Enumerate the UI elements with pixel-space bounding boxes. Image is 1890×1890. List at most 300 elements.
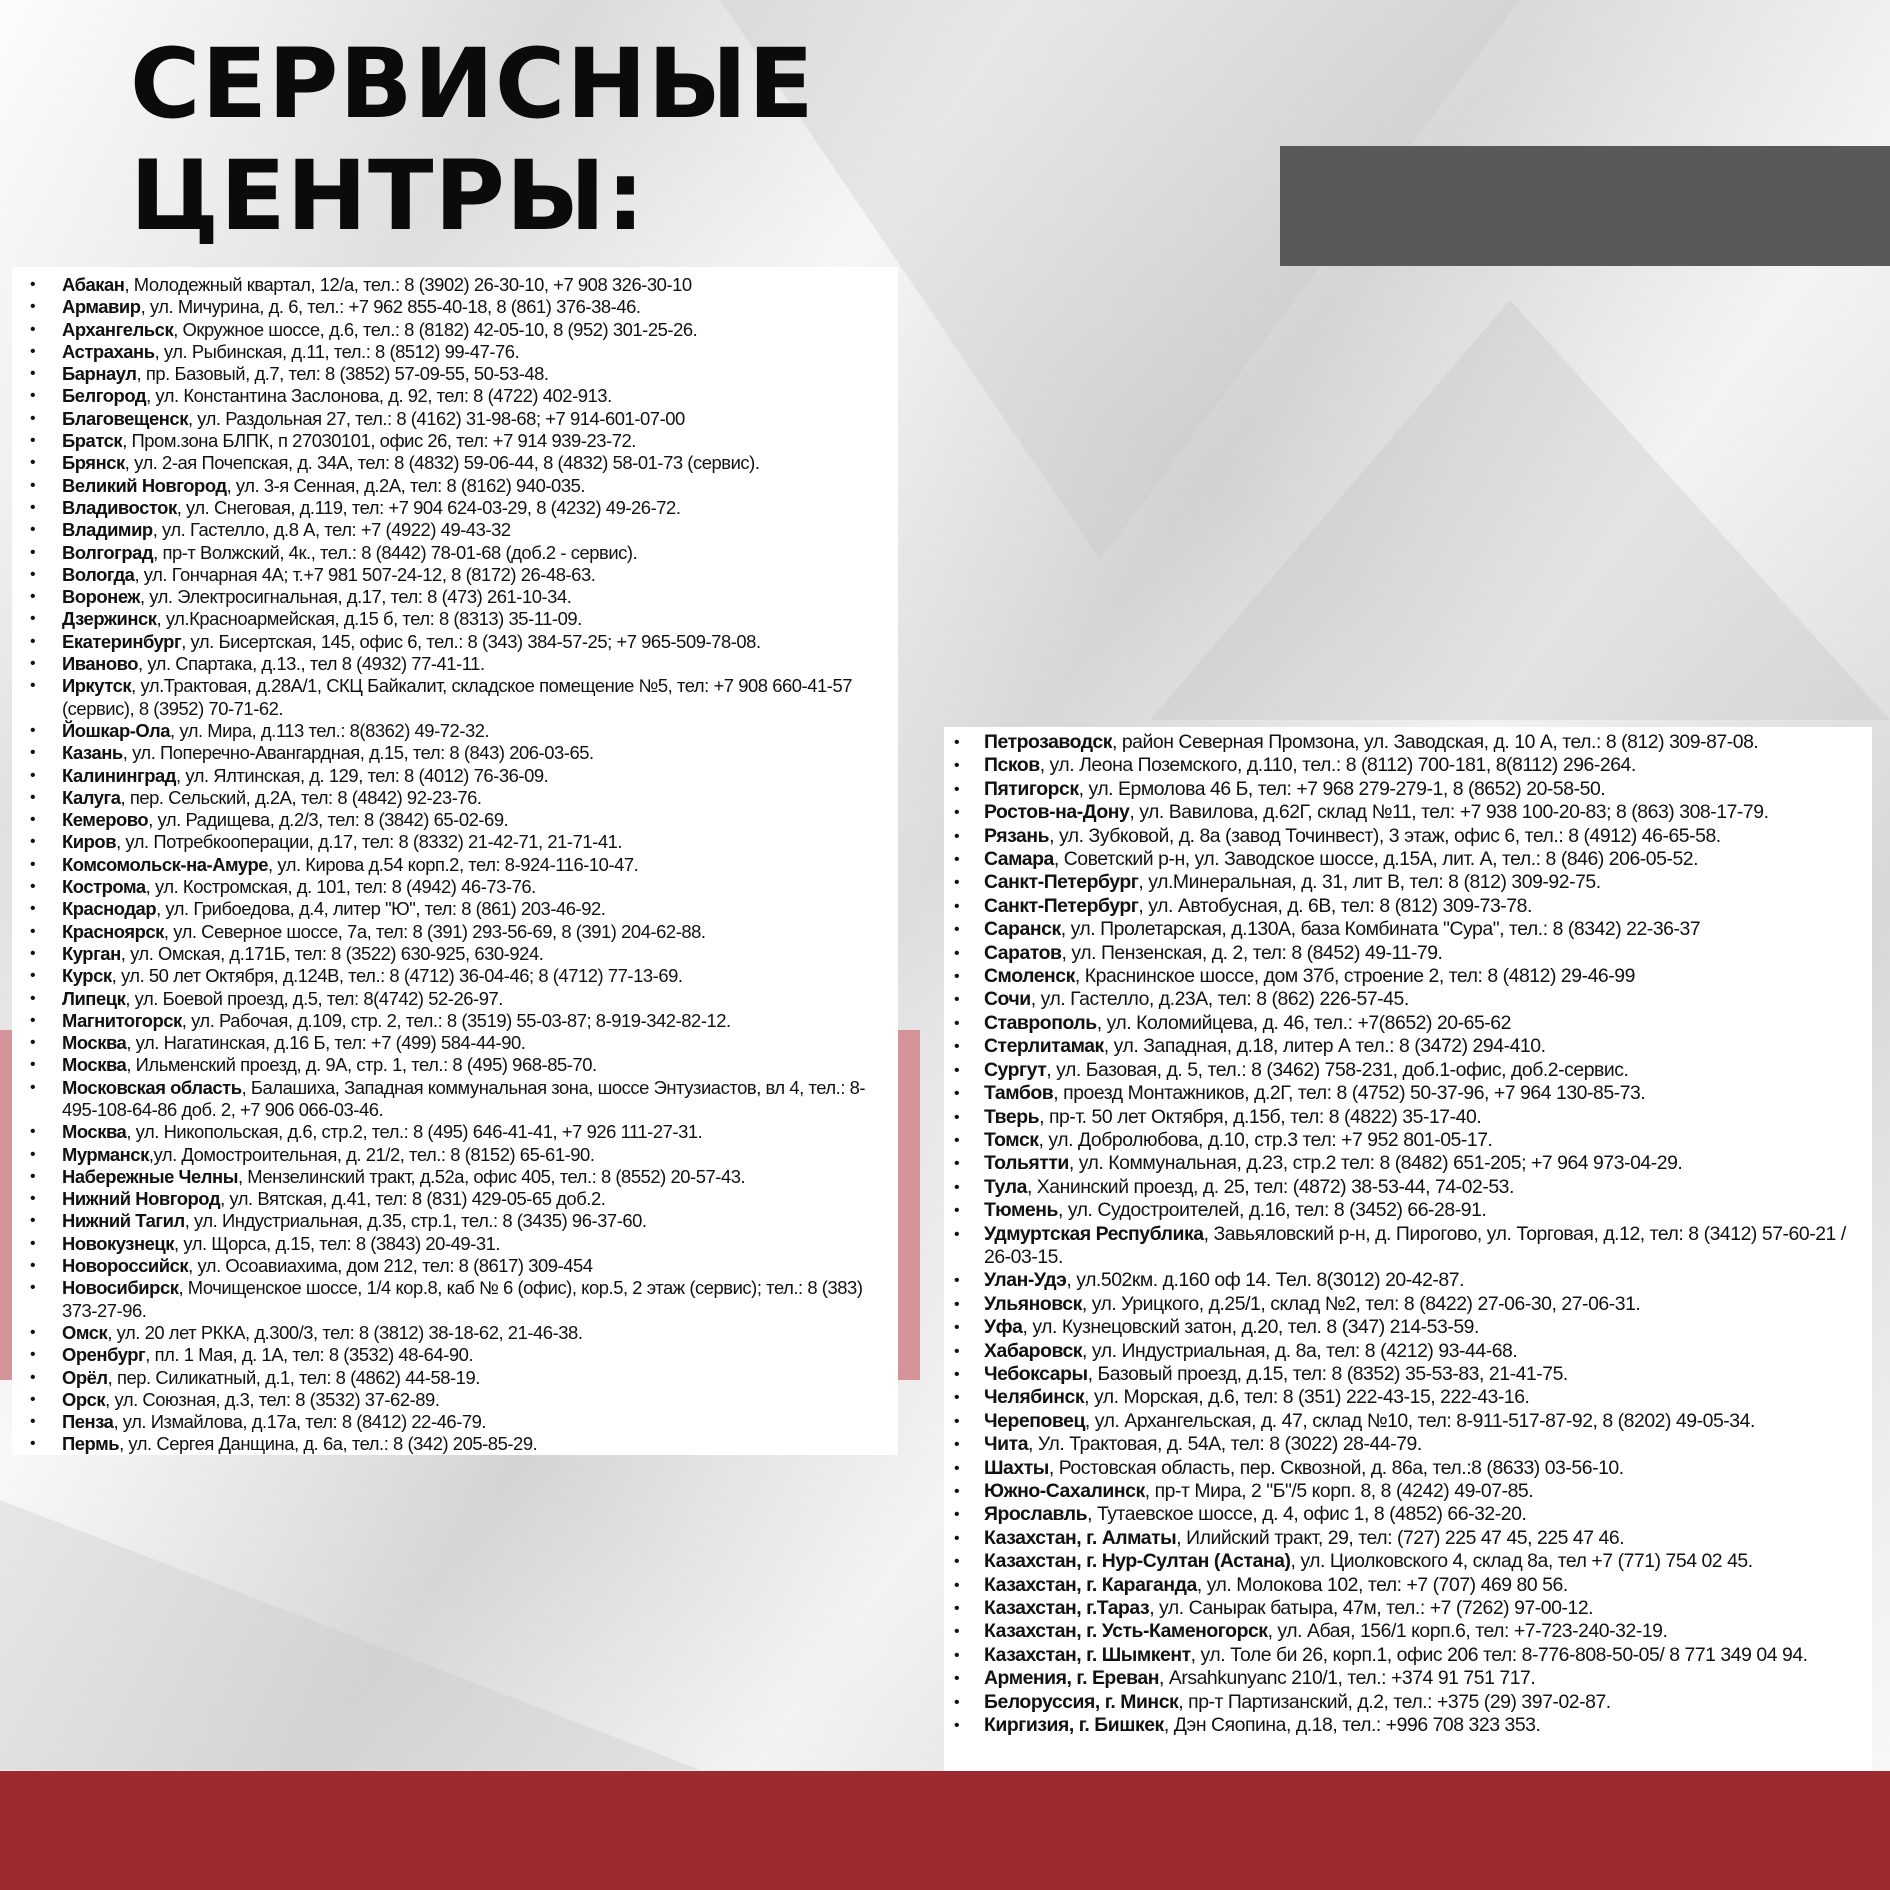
city-name: Казахстан, г.Тараз — [984, 1597, 1150, 1620]
list-item — [26, 1077, 892, 1122]
city-name: Сочи — [984, 988, 1031, 1011]
city-name: Липецк — [62, 987, 126, 1009]
city-name: Оренбург — [62, 1344, 146, 1366]
list-item — [26, 1411, 892, 1433]
address-details: , ул. Индустриальная, д.35, стр.1, тел.: 8 (3435) 96-37-60. — [184, 1210, 647, 1232]
list-item — [26, 1233, 892, 1255]
list-item — [948, 848, 1866, 871]
list-item — [26, 720, 892, 742]
address-details: , ул. Санырак батыра, 47м, тел.: +7 (7262) 97-00-12. — [1149, 1597, 1594, 1620]
list-item — [948, 1059, 1866, 1082]
address-details: , пр-т Партизанский, д.2, тел.: +375 (29) 397-02-87. — [1178, 1690, 1611, 1713]
city-name: Тольятти — [984, 1152, 1069, 1175]
address-details: , ул. Нагатинская, д.16 Б, тел: +7 (499) 584-44-90. — [126, 1032, 526, 1054]
bullet-icon: • — [30, 432, 36, 450]
bullet-icon: • — [30, 1413, 36, 1431]
city-name: Ярославль — [984, 1503, 1088, 1526]
list-item — [26, 519, 892, 541]
city-name: Белоруссия, г. Минск — [984, 1690, 1179, 1713]
bullet-icon: • — [954, 851, 960, 869]
city-name: Мурманск — [62, 1143, 149, 1165]
address-details: , ул. Северное шоссе, 7а, тел: 8 (391) 293-56-69, 8 (391) 204-62-88. — [163, 920, 706, 942]
address-details: , ул. Осоавиахима, дом 212, тел: 8 (8617) 309-454 — [188, 1255, 593, 1277]
bullet-icon: • — [30, 365, 36, 383]
bullet-icon: • — [30, 967, 36, 985]
bullet-icon: • — [954, 1295, 960, 1313]
address-details: , ул. Измайлова, д.17а, тел: 8 (8412) 22-46-79. — [113, 1411, 487, 1433]
bullet-icon: • — [30, 610, 36, 628]
bullet-icon: • — [954, 1412, 960, 1430]
list-item — [26, 1277, 892, 1322]
address-details: , Завьяловский р-н, д. Пирогово, ул. Торговая, д.12, тел: 8 (3412) 57-60-21 / 26-03-15. — [984, 1222, 1846, 1268]
address-details: , ул. Поперечно-Авангардная, д.15, тел: 8 (843) 206-03-65. — [122, 742, 594, 764]
address-details: , ул. Боевой проезд, д.5, тел: 8(4742) 52-26-97. — [125, 987, 503, 1009]
bullet-icon: • — [30, 387, 36, 405]
list-item — [26, 831, 892, 853]
city-name: Саратов — [984, 941, 1062, 964]
bullet-icon: • — [954, 1061, 960, 1079]
list-item — [948, 1620, 1866, 1643]
city-name: Иваново — [62, 653, 138, 675]
list-item — [26, 1188, 892, 1210]
bullet-icon: • — [954, 1646, 960, 1664]
address-details: , ул. Морская, д.6, тел: 8 (351) 222-43-15, 222-43-16. — [1084, 1386, 1530, 1409]
city-name: Санкт-Петербург — [984, 871, 1139, 894]
address-details: , ул. Гастелло, д.8 А, тел: +7 (4922) 49-43-32 — [152, 519, 511, 541]
city-name: Тюмень — [984, 1199, 1058, 1222]
list-item — [26, 586, 892, 608]
city-name: Владивосток — [62, 496, 177, 518]
list-item — [26, 943, 892, 965]
bullet-icon: • — [30, 1390, 36, 1408]
address-details: , ул. Щорса, д.15, тел: 8 (3843) 20-49-31. — [174, 1232, 501, 1254]
bullet-icon: • — [30, 588, 36, 606]
list-item — [948, 1129, 1866, 1152]
bullet-icon: • — [30, 833, 36, 851]
list-item — [26, 1210, 892, 1232]
address-details: , ул. Добролюбова, д.10, стр.3 тел: +7 952 801-05-17. — [1038, 1128, 1493, 1151]
bullet-icon: • — [954, 804, 960, 822]
city-name: Великий Новгород — [62, 474, 227, 496]
list-item — [948, 1480, 1866, 1503]
city-name: Краснодар — [62, 898, 157, 920]
list-item — [26, 1010, 892, 1032]
city-name: Воронеж — [62, 586, 140, 608]
list-item — [26, 542, 892, 564]
city-name: Тамбов — [984, 1082, 1054, 1105]
city-name: Казахстан, г. Караганда — [984, 1573, 1197, 1596]
city-name: Казахстан, г. Шымкент — [984, 1643, 1191, 1666]
city-name: Волгоград — [62, 541, 154, 563]
city-name: Казахстан, г. Нур-Султан (Астана) — [984, 1550, 1291, 1573]
address-details: , ул. Автобусная, д. 6В, тел: 8 (812) 309-73-78. — [1138, 894, 1532, 917]
list-item — [26, 1032, 892, 1054]
city-name: Псков — [984, 754, 1040, 777]
address-details: , ул. Константина Заслонова, д. 92, тел: 8 (4722) 402-913. — [146, 385, 612, 407]
bullet-icon: • — [30, 454, 36, 472]
list-item — [26, 1121, 892, 1143]
list-item — [948, 988, 1866, 1011]
list-item — [26, 341, 892, 363]
list-item — [948, 1316, 1866, 1339]
address-details: , пр-т Волжский, 4к., тел.: 8 (8442) 78-01-68 (доб.2 - сервис). — [153, 541, 638, 563]
address-details: , ул. Рыбинская, д.11, тел.: 8 (8512) 99-47-76. — [154, 340, 520, 362]
list-item — [948, 825, 1866, 848]
address-details: , ул. Мира, д.113 тел.: 8(8362) 49-72-32. — [170, 719, 490, 741]
city-name: Томск — [984, 1128, 1039, 1151]
address-details: , ул. Спартака, д.13., тел 8 (4932) 77-41-11. — [138, 653, 485, 675]
list-item — [948, 1714, 1866, 1737]
city-name: Хабаровск — [984, 1339, 1083, 1362]
bullet-icon: • — [954, 827, 960, 845]
address-details: , ул. Молокова 102, тел: +7 (707) 469 80 56. — [1196, 1573, 1568, 1596]
city-name: Йошкар-Ола — [62, 719, 171, 741]
city-name: Благовещенск — [62, 407, 188, 429]
bullet-icon: • — [954, 921, 960, 939]
city-name: Владимир — [62, 519, 153, 541]
address-details: , ул. Вятская, д.41, тел: 8 (831) 429-05-65 доб.2. — [220, 1188, 606, 1210]
bullet-icon: • — [954, 1038, 960, 1056]
list-item — [26, 921, 892, 943]
bullet-icon: • — [30, 944, 36, 962]
address-details: , пр-т. 50 лет Октября, д.15б, тел: 8 (4822) 35-17-40. — [1039, 1105, 1482, 1128]
address-details: , пр. Базовый, д.7, тел: 8 (3852) 57-09-55, 50-53-48. — [136, 363, 549, 385]
list-item — [948, 1386, 1866, 1409]
address-details: , ул. 3-я Сенная, д.2А, тел: 8 (8162) 940-035. — [226, 474, 586, 496]
background-facet — [1150, 300, 1890, 720]
list-item — [26, 675, 892, 720]
list-item — [948, 1176, 1866, 1199]
address-details: , ул. Сергея Данщина, д. 6а, тел.: 8 (342) 205-85-29. — [119, 1433, 538, 1455]
bullet-icon: • — [30, 766, 36, 784]
bullet-icon: • — [30, 1279, 36, 1297]
list-item — [948, 1457, 1866, 1480]
city-name: Казань — [62, 742, 123, 764]
city-name: Иркутск — [62, 675, 132, 697]
list-item — [26, 1054, 892, 1076]
city-name: Кемерово — [62, 809, 149, 831]
city-name: Калининград — [62, 764, 177, 786]
bullet-icon: • — [30, 855, 36, 873]
address-details: , ул. Архангельская, д. 47, склад №10, тел: 8-911-517-87-92, 8 (8202) 49-05-34. — [1084, 1409, 1755, 1432]
city-name: Челябинск — [984, 1386, 1085, 1409]
list-item — [26, 1433, 892, 1455]
bullet-icon: • — [30, 298, 36, 316]
bullet-icon: • — [954, 1178, 960, 1196]
address-details: , ул. Индустриальная, д. 8а, тел: 8 (4212) 93-44-68. — [1082, 1339, 1518, 1362]
bullet-icon: • — [30, 1145, 36, 1163]
city-name: Курск — [62, 965, 112, 987]
bullet-icon: • — [30, 1034, 36, 1052]
address-details: , ул. 2-ая Почепская, д. 34А, тел: 8 (4832) 59-06-44, 8 (4832) 58-01-73 (сервис). — [124, 452, 760, 474]
city-name: Орёл — [62, 1366, 108, 1388]
list-item — [26, 787, 892, 809]
city-name: Белгород — [62, 385, 147, 407]
bullet-icon: • — [30, 1368, 36, 1386]
address-details: , ул. Рабочая, д.109, стр. 2, тел.: 8 (3519) 55-03-87; 8-919-342-82-12. — [181, 1009, 731, 1031]
address-details: , проезд Монтажников, д.2Г, тел: 8 (4752) 50-37-96, +7 964 130-85-73. — [1053, 1082, 1646, 1105]
city-name: Армавир — [62, 296, 141, 318]
address-details: , ул. Западная, д.18, литер А тел.: 8 (3472) 294-410. — [1103, 1035, 1546, 1058]
bullet-icon: • — [954, 944, 960, 962]
bullet-icon: • — [30, 788, 36, 806]
bullet-icon: • — [30, 409, 36, 427]
bullet-icon: • — [954, 1436, 960, 1454]
address-details: , ул. 20 лет РККА, д.300/3, тел: 8 (3812) 38-18-62, 21-46-38. — [107, 1321, 583, 1343]
list-item — [948, 1363, 1866, 1386]
address-list — [948, 731, 1866, 1737]
list-item — [948, 942, 1866, 965]
city-name: Вологда — [62, 563, 135, 585]
address-details: , ул. Толе би 26, корп.1, офис 206 тел: 8-776-808-50-05/ 8 771 349 04 94. — [1190, 1643, 1808, 1666]
city-name: Новороссийск — [62, 1255, 189, 1277]
address-details: , ул. Гончарная 4А; т.+7 981 507-24-12, 8 (8172) 26-48-63. — [134, 563, 596, 585]
address-details: , Ул. Трактовая, д. 54А, тел: 8 (3022) 28-44-79. — [1028, 1433, 1422, 1456]
bullet-icon: • — [30, 632, 36, 650]
list-item — [948, 1152, 1866, 1175]
bullet-icon: • — [954, 1272, 960, 1290]
list-item — [26, 876, 892, 898]
bullet-icon: • — [30, 1078, 36, 1096]
bullet-icon: • — [954, 1085, 960, 1103]
list-item — [26, 564, 892, 586]
list-item — [948, 1644, 1866, 1667]
address-details: , Молодежный квартал, 12/а, тел.: 8 (3902) 26-30-10, +7 908 326-30-10 — [124, 274, 692, 295]
city-name: Улан-Удэ — [984, 1269, 1067, 1292]
list-item — [948, 1035, 1866, 1058]
bullet-icon: • — [954, 1600, 960, 1618]
city-name: Казахстан, г. Усть-Каменогорск — [984, 1620, 1268, 1643]
address-details: , ул. Ялтинская, д. 129, тел: 8 (4012) 76-36-09. — [176, 764, 549, 786]
list-item — [948, 1597, 1866, 1620]
bullet-icon: • — [30, 342, 36, 360]
address-details: , ул. Раздольная 27, тел.: 8 (4162) 31-98-68; +7 914-601-07-00 — [187, 407, 685, 429]
list-item — [26, 385, 892, 407]
city-name: Киргизия, г. Бишкек — [984, 1714, 1164, 1737]
city-name: Сургут — [984, 1058, 1047, 1081]
bullet-icon: • — [30, 1123, 36, 1141]
city-name: Ростов-на-Дону — [984, 801, 1130, 824]
bullet-icon: • — [30, 320, 36, 338]
city-name: Омск — [62, 1321, 108, 1343]
address-details: , Базовый проезд, д.15, тел: 8 (8352) 35-53-83, 21-41-75. — [1087, 1362, 1568, 1385]
bullet-icon: • — [954, 874, 960, 892]
city-name: Уфа — [984, 1316, 1023, 1339]
list-item — [26, 475, 892, 497]
address-details: , Окружное шоссе, д.6, тел.: 8 (8182) 42-05-10, 8 (952) 301-25-26. — [173, 318, 698, 340]
list-item — [948, 918, 1866, 941]
address-details: , Ильменский проезд, д. 9А, стр. 1, тел.: 8 (495) 968-85-70. — [126, 1054, 597, 1076]
bullet-icon: • — [30, 565, 36, 583]
city-name: Москва — [62, 1032, 127, 1054]
list-item — [26, 408, 892, 430]
address-details: , Arsahkunyanc 210/1, тел.: +374 91 751 717. — [1158, 1667, 1536, 1690]
list-item — [26, 1344, 892, 1366]
address-details: , ул. 50 лет Октября, д.124В, тел.: 8 (4712) 36-04-46; 8 (4712) 77-13-69. — [111, 965, 683, 987]
address-details: , Ростовская область, пер. Сквозной, д. 86а, тел.:8 (8633) 03-56-10. — [1048, 1456, 1624, 1479]
address-details: , ул. Электросигнальная, д.17, тел: 8 (473) 261-10-34. — [139, 586, 572, 608]
page-title-line-1: СЕРВИСНЫЕ — [130, 28, 815, 140]
list-item — [26, 1367, 892, 1389]
address-details: , ул. Костромская, д. 101, тел: 8 (4942) 46-73-76. — [145, 876, 536, 898]
address-details: , ул. Урицкого, д.25/1, склад №2, тел: 8 (8422) 27-06-30, 27-06-31. — [1081, 1292, 1641, 1315]
address-details: , Мензелинский тракт, д.52а, офис 405, тел.: 8 (8552) 20-57-43. — [237, 1165, 746, 1187]
city-name: Шахты — [984, 1456, 1049, 1479]
bullet-icon: • — [30, 543, 36, 561]
bullet-icon: • — [30, 498, 36, 516]
bullet-icon: • — [954, 1389, 960, 1407]
bullet-icon: • — [30, 655, 36, 673]
background-facet — [0, 1500, 700, 1770]
list-item — [26, 765, 892, 787]
city-name: Пермь — [62, 1433, 120, 1455]
list-item — [26, 430, 892, 452]
list-item — [948, 871, 1866, 894]
bullet-icon: • — [954, 1623, 960, 1641]
address-details: , Дэн Сяопина, д.18, тел.: +996 708 323 353. — [1163, 1714, 1541, 1737]
city-name: Саранск — [984, 918, 1061, 941]
city-name: Архангельск — [62, 318, 174, 340]
city-name: Удмуртская Республика — [984, 1222, 1204, 1245]
bullet-icon: • — [30, 1056, 36, 1074]
city-name: Петрозаводск — [984, 731, 1112, 753]
city-name: Комсомольск-на-Амуре — [62, 853, 269, 875]
list-item — [948, 801, 1866, 824]
service-centers-list-right — [944, 727, 1872, 1771]
address-details: , ул. Мичурина, д. 6, тел.: +7 962 855-40-18, 8 (861) 376-38-46. — [140, 296, 641, 318]
bullet-icon: • — [30, 922, 36, 940]
list-item — [26, 497, 892, 519]
list-item — [948, 1550, 1866, 1573]
city-name: Новосибирск — [62, 1277, 179, 1299]
bullet-icon: • — [954, 1459, 960, 1477]
address-details: , район Северная Промзона, ул. Заводская, д. 10 А, тел.: 8 (812) 309-87-08. — [1111, 731, 1759, 753]
address-details: , пер. Сельский, д.2А, тел: 8 (4842) 92-23-76. — [120, 786, 482, 808]
list-item — [948, 754, 1866, 777]
bullet-icon: • — [30, 276, 36, 293]
city-name: Москва — [62, 1054, 127, 1076]
address-details: , Пром.зона БЛПК, п 27030101, офис 26, тел: +7 914 939-23-72. — [122, 430, 636, 452]
list-item — [26, 1166, 892, 1188]
address-details: , ул. Никопольская, д.6, стр.2, тел.: 8 (495) 646-41-41, +7 926 111-27-31. — [126, 1121, 703, 1143]
city-name: Екатеринбург — [62, 630, 182, 652]
bullet-icon: • — [30, 1167, 36, 1185]
list-item — [948, 1667, 1866, 1690]
list-item — [948, 1691, 1866, 1714]
service-centers-list-left — [12, 267, 898, 1455]
address-details: , пл. 1 Мая, д. 1А, тел: 8 (3532) 48-64-90. — [145, 1344, 474, 1366]
address-details: , ул. Союзная, д.3, тел: 8 (3532) 37-62-89. — [105, 1388, 440, 1410]
city-name: Барнаул — [62, 363, 137, 385]
list-item — [948, 1433, 1866, 1456]
bullet-icon: • — [954, 991, 960, 1009]
address-details: , пр-т Мира, 2 "Б"/5 корп. 8, 8 (4242) 49-07-85. — [1144, 1480, 1534, 1502]
list-item — [948, 1527, 1866, 1550]
address-details: , Ханинский проезд, д. 25, тел: (4872) 38-53-44, 74-02-53. — [1026, 1175, 1514, 1198]
list-item — [948, 1503, 1866, 1526]
city-name: Братск — [62, 430, 123, 452]
city-name: Абакан — [62, 274, 125, 295]
bullet-icon: • — [30, 1212, 36, 1230]
list-item — [948, 1199, 1866, 1222]
list-item — [948, 1574, 1866, 1597]
list-item — [948, 1106, 1866, 1129]
city-name: Череповец — [984, 1409, 1085, 1432]
bullet-icon: • — [30, 989, 36, 1007]
bullet-icon: • — [30, 1011, 36, 1029]
list-item — [948, 1410, 1866, 1433]
city-name: Пенза — [62, 1411, 114, 1433]
footer-bar — [0, 1771, 1890, 1890]
list-item — [26, 898, 892, 920]
city-name: Чита — [984, 1433, 1029, 1456]
list-item — [26, 319, 892, 341]
address-details: , ул. Грибоедова, д.4, литер "Ю", тел: 8 (861) 203-46-92. — [156, 898, 606, 920]
address-details: , ул. Коломийцева, д. 46, тел.: +7(8652) 20-65-62 — [1096, 1011, 1511, 1034]
page-title — [130, 28, 815, 252]
address-details: , ул. Коммунальная, д.23, стр.2 тел: 8 (8482) 651-205; +7 964 973-04-29. — [1068, 1152, 1683, 1175]
bullet-icon: • — [30, 1346, 36, 1364]
list-item — [26, 1322, 892, 1344]
list-item — [26, 809, 892, 831]
address-details: , ул. Снеговая, д.119, тел: +7 904 624-03-29, 8 (4232) 49-26-72. — [176, 496, 681, 518]
list-item — [26, 631, 892, 653]
bullet-icon: • — [954, 1693, 960, 1711]
bullet-icon: • — [954, 1529, 960, 1547]
city-name: Армения, г. Ереван — [984, 1667, 1159, 1690]
city-name: Красноярск — [62, 920, 164, 942]
city-name: Чебоксары — [984, 1362, 1088, 1385]
bullet-icon: • — [954, 1108, 960, 1126]
bullet-icon: • — [30, 878, 36, 896]
bullet-icon: • — [30, 1257, 36, 1275]
city-name: Брянск — [62, 452, 125, 474]
bullet-icon: • — [954, 1014, 960, 1032]
list-item — [26, 1144, 892, 1166]
address-details: , ул. Гастелло, д.23А, тел: 8 (862) 226-57-45. — [1030, 988, 1409, 1011]
list-item — [948, 1082, 1866, 1105]
list-item — [26, 363, 892, 385]
address-details: , ул. Пензенская, д. 2, тел: 8 (8452) 49-11-79. — [1061, 941, 1443, 964]
bullet-icon: • — [30, 900, 36, 918]
address-details: , ул. Потребкооперации, д.17, тел: 8 (8332) 21-42-71, 21-71-41. — [116, 831, 623, 853]
address-details: , ул. Омская, д.171Б, тел: 8 (3522) 630-925, 630-924. — [120, 942, 544, 964]
list-item — [948, 965, 1866, 988]
city-name: Киров — [62, 831, 117, 853]
city-name: Калуга — [62, 786, 121, 808]
city-name: Пятигорск — [984, 777, 1079, 800]
bullet-icon: • — [954, 757, 960, 775]
bullet-icon: • — [954, 1131, 960, 1149]
bullet-icon: • — [954, 1506, 960, 1524]
bullet-icon: • — [954, 1717, 960, 1735]
address-details: , ул.Красноармейская, д.15 б, тел: 8 (8313) 35-11-09. — [156, 608, 582, 630]
address-details: , ул. Судостроителей, д.16, тел: 8 (3452) 66-28-91. — [1057, 1199, 1487, 1222]
bullet-icon: • — [30, 1435, 36, 1453]
list-item — [948, 1269, 1866, 1292]
bullet-icon: • — [954, 1225, 960, 1243]
list-item — [948, 1012, 1866, 1035]
address-details: ,ул. Домостроительная, д. 21/2, тел.: 8 (8152) 65-61-90. — [148, 1143, 595, 1165]
address-details: , Илийский тракт, 29, тел: (727) 225 47 45, 225 47 46. — [1176, 1526, 1625, 1549]
address-details: , Краснинское шоссе, дом 37б, строение 2, тел: 8 (4812) 29-46-99 — [1074, 965, 1635, 988]
list-item — [26, 452, 892, 474]
address-details: , ул. Бисертская, 145, офис 6, тел.: 8 (343) 384-57-25; +7 965-509-78-08. — [181, 630, 761, 652]
bullet-icon: • — [954, 1670, 960, 1688]
city-name: Нижний Тагил — [62, 1210, 185, 1232]
bullet-icon: • — [954, 1553, 960, 1571]
city-name: Кострома — [62, 876, 146, 898]
